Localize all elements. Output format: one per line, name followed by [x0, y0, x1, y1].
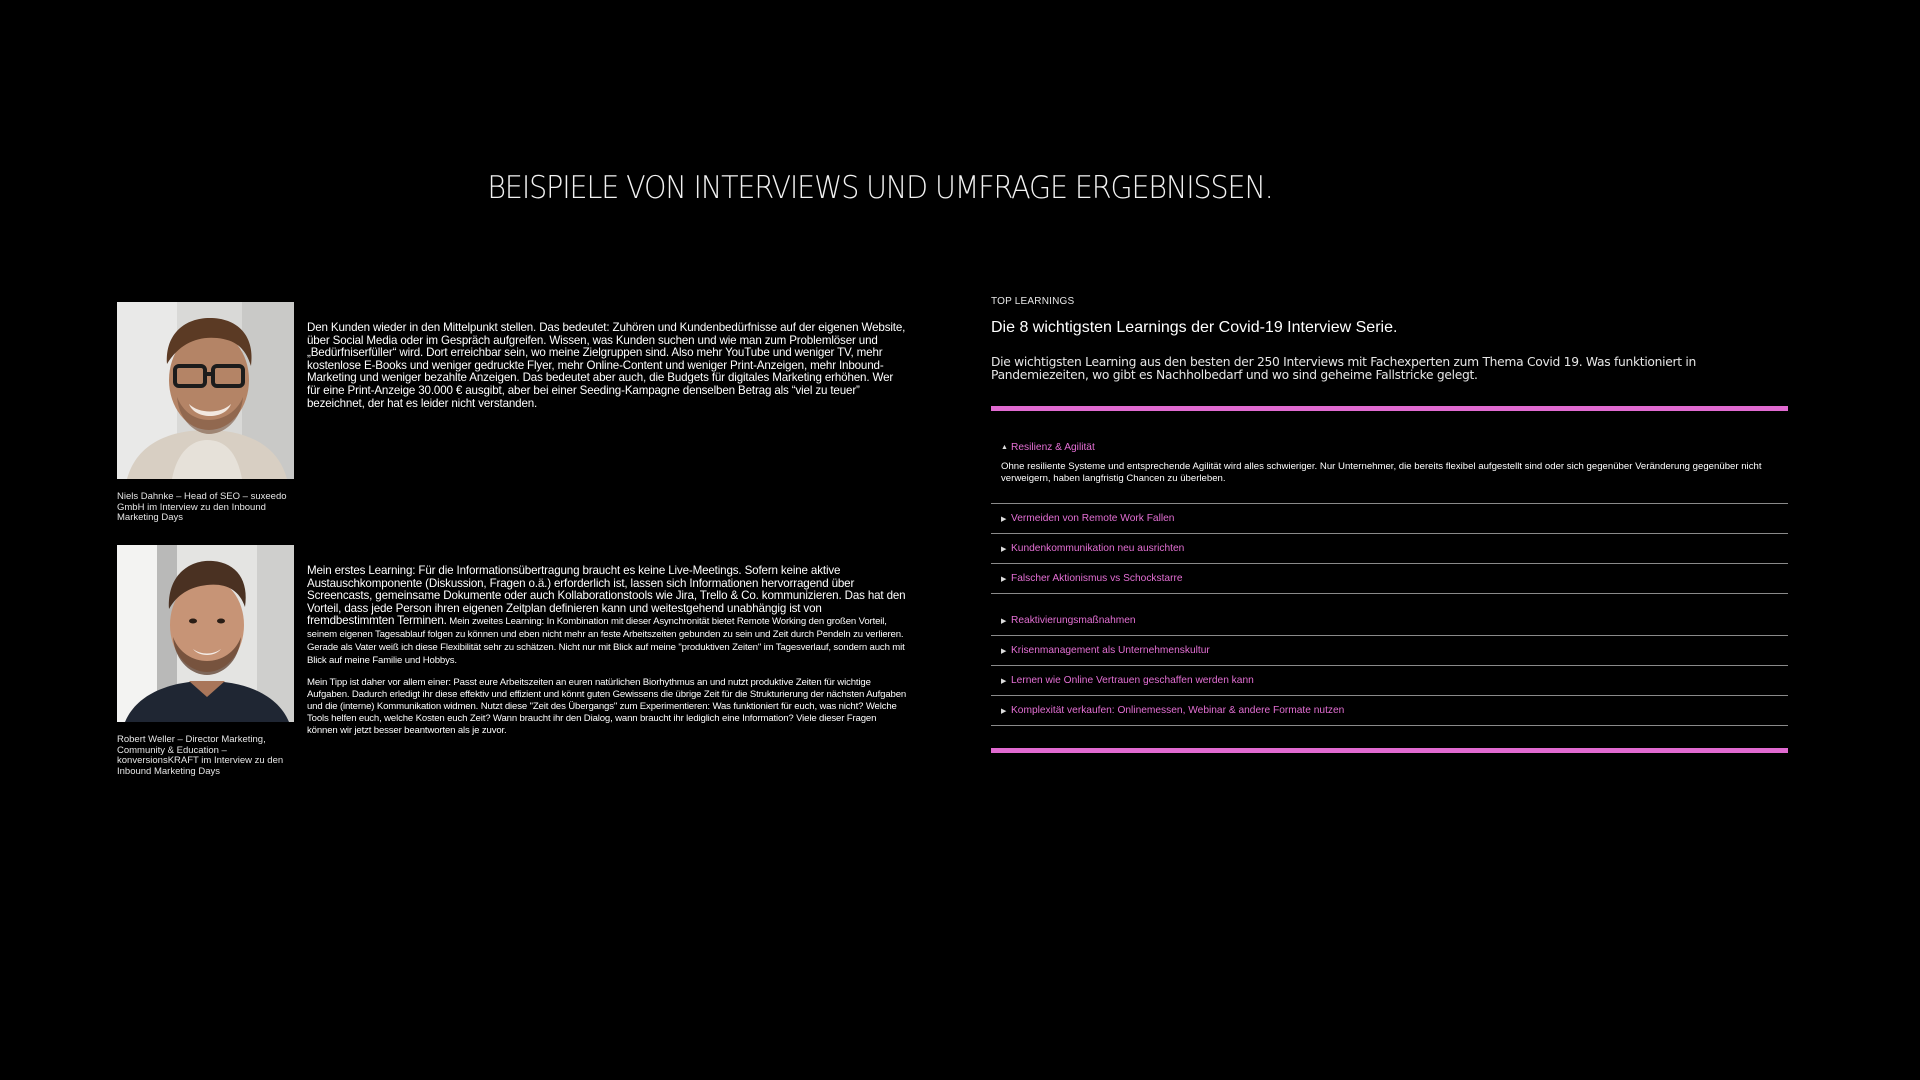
caret-right-icon: ▶	[1001, 515, 1007, 523]
eyebrow-label: TOP LEARNINGS	[991, 296, 1075, 307]
accordion-label: Lernen wie Online Vertrauen geschaffen werden kann	[1011, 675, 1254, 687]
accordion-label: Resilienz & Agilität	[1011, 442, 1095, 454]
accordion-label: Kundenkommunikation neu ausrichten	[1011, 543, 1185, 555]
accordion-toggle[interactable]	[991, 504, 1788, 533]
top-learnings-section	[991, 296, 1788, 753]
interview-caption: Niels Dahnke – Head of SEO – suxeedo GmbH im Interview zu den Inbound Marketing Days	[117, 491, 287, 523]
page-title: BEISPIELE VON INTERVIEWS UND UMFRAGE ERGEBNISSEN.	[487, 170, 1273, 206]
accent-divider	[991, 748, 1788, 753]
interview-quote	[307, 322, 907, 410]
learnings-accordion	[991, 437, 1788, 727]
accordion-label: Falscher Aktionismus vs Schockstarre	[1011, 573, 1183, 585]
accordion-toggle[interactable]	[991, 564, 1788, 593]
interview-caption: Robert Weller – Director Marketing, Community & Education – konversionsKRAFT im Interview zu den Inbound Marketing Days	[117, 734, 284, 777]
accordion-toggle[interactable]	[991, 666, 1788, 695]
quote-text-small: Mein zweites Learning: In Kombination mit dieser Asynchronität bietet Remote Working den großen Vorteil, seinem eigenen Tagesablauf folgen zu können und eben nicht mehr an feste Arbeitszeiten gebunden zu sein und Zeit durch Pendeln zu verlieren. Gerade als Vater weiß ich diese Flexibilität sehr zu schätzen. Nicht nur mit Blick auf meine "produktiven Zeiten" im Tagesverlauf, sondern auch mit Blick auf meine Familie und Hobbys.	[307, 616, 905, 666]
accordion-item	[991, 636, 1788, 666]
accordion-item	[991, 564, 1788, 594]
accordion-toggle[interactable]	[991, 636, 1788, 665]
portrait-image	[117, 545, 294, 722]
caret-up-icon: ▲	[1001, 444, 1008, 452]
accordion-item	[991, 504, 1788, 534]
quote-text: Den Kunden wieder in den Mittelpunkt stellen. Das bedeutet: Zuhören und Kundenbedürfnisse auf der eigenen Website, über Social Media oder im Gespräch aufgreifen. Wissen, was Kunden suchen und wie man zum Problemlöser und „Bedürfniserfüller“ wird. Dort erreichbar sein, wo meine Zielgruppen sind. Also mehr YouTube und weniger TV, mehr kostenlose E-Books und weniger gedruckte Flyer, mehr Online-Content und weniger Print-Anzeigen, mehr Inbound-Marketing und weniger bezahlte Anzeigen. Das bedeutet aber auch, die Budgets für digitales Marketing erhöhen. Wer für eine Print-Anzeige 30.000 € ausgibt, aber bei einer Seeding-Kampagne denselben Betrag als “viel zu teuer” bezeichnet, der hat es leider nicht verstanden.	[307, 321, 906, 410]
accordion-label: Komplexität verkaufen: Onlinemessen, Webinar & andere Formate nutzen	[1011, 705, 1345, 717]
accordion-item	[991, 534, 1788, 564]
learnings-heading: Die 8 wichtigsten Learnings der Covid-19 Interview Serie.	[991, 319, 1398, 336]
accordion-toggle[interactable]	[991, 534, 1788, 563]
accordion-label: Reaktivierungsmaßnahmen	[1011, 615, 1136, 627]
accordion-content: Ohne resiliente Systeme und entsprechende Agilität wird alles schwieriger. Nur Unternehmer, die bereits flexibel aufgestellt sind oder sich gegenüber Veränderung gegenüber nicht verweigern, haben langfristig Chancen zu überleben.	[1001, 460, 1762, 484]
accordion-toggle[interactable]	[991, 696, 1788, 725]
learnings-intro: Die wichtigsten Learning aus den besten der 250 Interviews mit Fachexperten zum Thema Covid 19. Was funktioniert in Pandemiezeiten, wo gibt es Nachholbedarf und wo sind geheime Fallstricke gelegt.	[991, 355, 1697, 382]
portrait-image	[117, 302, 294, 479]
caret-right-icon: ▶	[1001, 677, 1007, 685]
caret-right-icon: ▶	[1001, 575, 1007, 583]
quote-text: Mein erstes Learning: Für die Informationsübertragung braucht es keine Live-Meetings. Sofern keine aktive Austauschkomponente (Diskussion, Fragen o.ä.) erforderlich ist, lassen sich Informationen hervorragend über Screencasts, gemeinsame Dokumente oder auch Kollaborationstools wie Jira, Trello & Co. kommunizieren. Das hat den Vorteil, dass jede Person ihren eigenen Zeitplan definieren kann und weitestgehend unabhängig ist von fremdbestimmten Terminen.	[307, 564, 906, 628]
interview-quote	[307, 565, 907, 738]
accordion-toggle[interactable]	[991, 437, 1788, 459]
accordion-item	[991, 437, 1788, 505]
caret-right-icon: ▶	[1001, 707, 1007, 715]
accordion-label: Krisenmanagement als Unternehmenskultur	[1011, 645, 1210, 657]
caret-right-icon: ▶	[1001, 647, 1007, 655]
caret-right-icon: ▶	[1001, 617, 1007, 625]
accent-divider	[991, 406, 1788, 411]
accordion-toggle[interactable]	[991, 606, 1788, 635]
accordion-item	[991, 666, 1788, 696]
accordion-label: Vermeiden von Remote Work Fallen	[1011, 513, 1175, 525]
caret-right-icon: ▶	[1001, 545, 1007, 553]
quote-tip: Mein Tipp ist daher vor allem einer: Passt eure Arbeitszeiten an euren natürlichen Biorhythmus an und nutzt produktive Zeiten für wichtige Aufgaben. Dadurch erledigt ihr diese effektiv und effizient und könnt guten Gewissens die übrige Zeit für die Strukturierung der nächsten Aufgaben und die (interne) Kommunikation widmen. Nutzt diese "Zeit des Übergangs" zum Experimentieren: Was funktioniert für euch, was nicht? Welche Tools helfen euch, welche Kosten euch Zeit? Wann braucht ihr den Dialog, wann braucht ihr lediglich eine Information? Viele dieser Fragen können wir jetzt besser beantworten als je zuvor.	[307, 676, 907, 737]
accordion-item	[991, 696, 1788, 726]
accordion-item	[991, 606, 1788, 636]
